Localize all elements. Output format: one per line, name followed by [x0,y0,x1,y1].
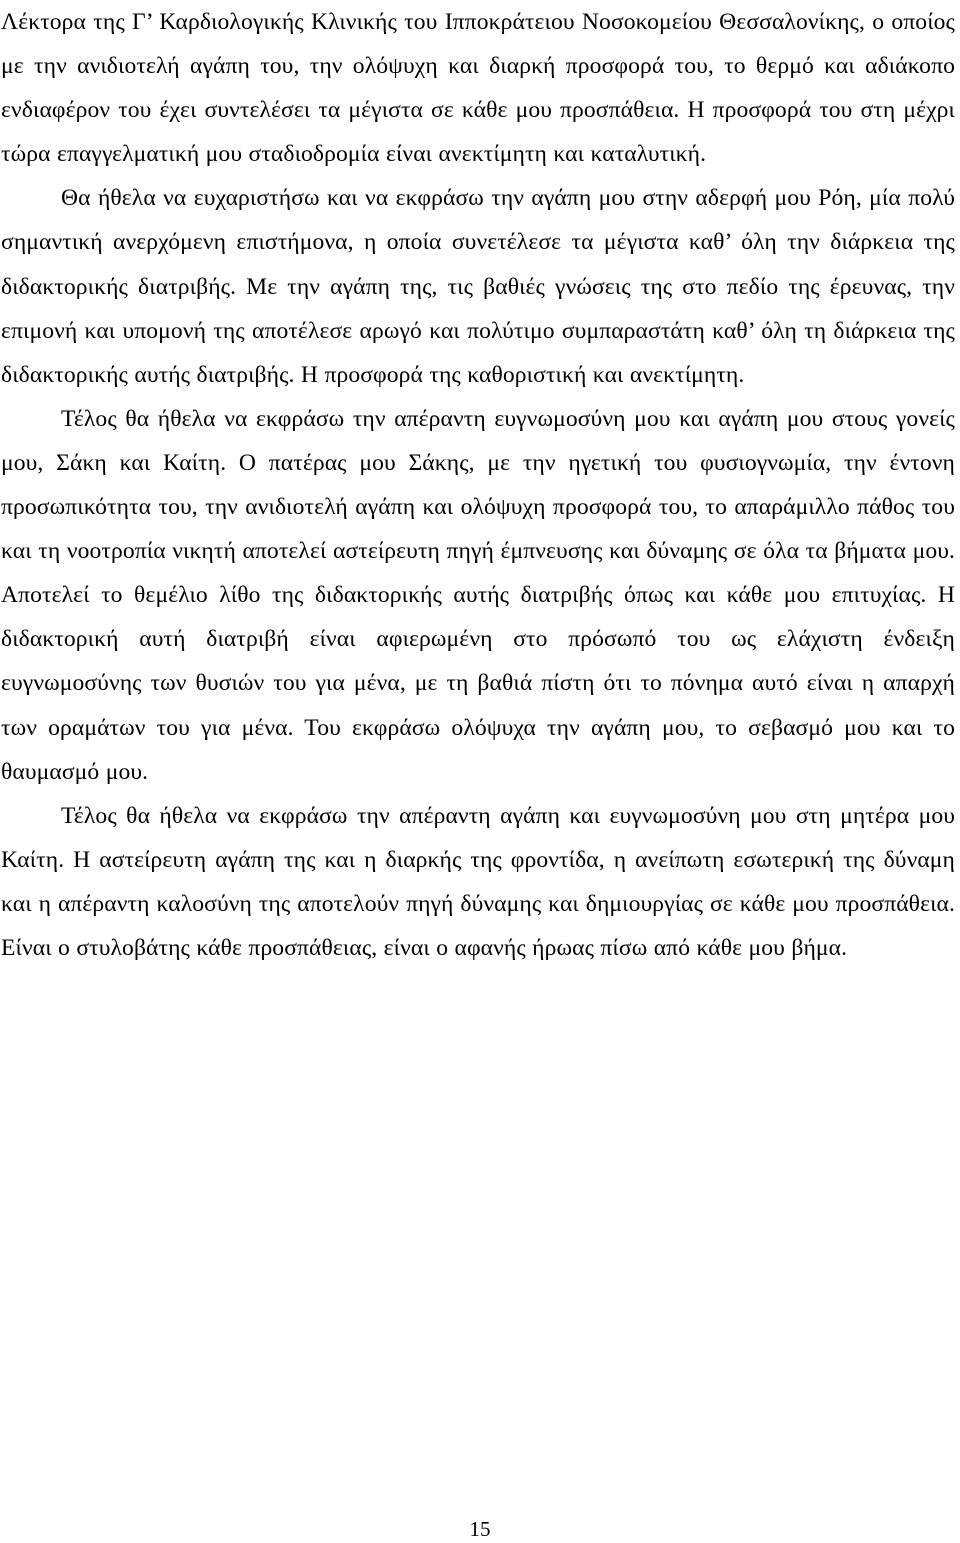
paragraph-parents-thanks: Τέλος θα ήθελα να εκφράσω την απέραντη ευγνωμοσύνη μου και αγάπη μου στους γονείς μου, Σάκη και Καίτη. Ο πατέρας μου Σάκης, με την ηγετική του φυσιογνωμία, την έντονη προσωπικότητα του, την ανιδιοτελή αγάπη και ολόψυχη προσφορά του, το απαράμιλλο πάθος του και τη νοοτροπία νικητή αποτελεί αστείρευτη πηγή έμπνευσης και δύναμης σε όλα τα βήματα μου. Αποτελεί το θεμέλιο λίθο της διδακτορικής αυτής διατριβής όπως και κάθε μου επιτυχίας. Η διδακτορική αυτή διατριβή είναι αφιερωμένη στο πρόσωπό του ως ελάχιστη ένδειξη ευγνωμοσύνης των θυσιών του για μένα, με τη βαθιά πίστη ότι το πόνημα αυτό είναι η απαρχή των οραμάτων του για μένα. Του εκφράσω ολόψυχα την αγάπη μου, το σεβασμό μου και το θαυμασμό μου. [1,405,955,785]
paragraph-mother-thanks: Τέλος θα ήθελα να εκφράσω την απέραντη αγάπη και ευγνωμοσύνη μου στη μητέρα μου Καίτη. Η αστείρευτη αγάπη της και η διαρκής της φροντίδα, η ανείπωτη εσωτερική της δύναμη και η απέραντη καλοσύνη της αποτελούν πηγή δύναμης και δημιουργίας σε κάθε μου προσπάθεια. Είναι ο στυλοβάτης κάθε προσπάθειας, είναι ο αφανής ήρωας πίσω από κάθε μου βήμα. [1,802,955,961]
page-number: 15 [469,1517,491,1541]
paragraph-continuation: Λέκτορα της Γ’ Καρδιολογικής Κλινικής του Ιπποκράτειου Νοσοκομείου Θεσσαλονίκης, ο οποίος με την ανιδιοτελή αγάπη του, την ολόψυχη και διαρκή προσφορά του, το θερμό και αδιάκοπο ενδιαφέρον του έχει συντελέσει τα μέγιστα σε κάθε μου προσπάθεια. Η προσφορά του στη μέχρι τώρα επαγγελματική μου σταδιοδρομία είναι ανεκτίμητη και καταλυτική. [1,9,955,168]
paragraph-sister-thanks: Θα ήθελα να ευχαριστήσω και να εκφράσω την αγάπη μου στην αδερφή μου Ρόη, μία πολύ σημαντική ανερχόμενη επιστήμονα, η οποία συνετέλεσε τα μέγιστα καθ’ όλη την διάρκεια της διδακτορικής διατριβής. Με την αγάπη της, τις βαθιές γνώσεις της στο πεδίο της έρευνας, την επιμονή και υπομονή της αποτέλεσε αρωγό και πολύτιμο συμπαραστάτη καθ’ όλη τη διάρκεια της διδακτορικής αυτής διατριβής. Η προσφορά της καθοριστική και ανεκτίμητη. [1,185,955,388]
body-text [1,0,955,970]
